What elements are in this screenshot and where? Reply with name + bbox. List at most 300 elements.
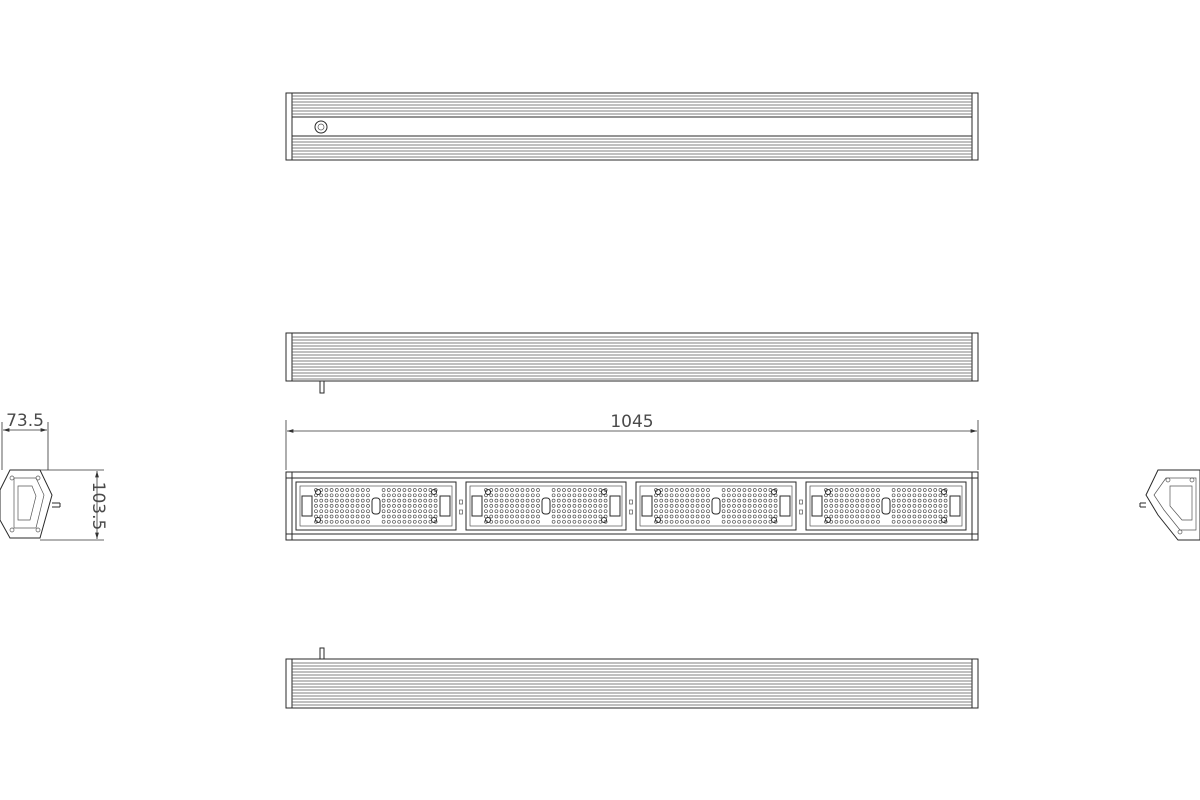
led-dot (335, 489, 338, 492)
led-dot (599, 494, 602, 497)
led-dot (408, 494, 411, 497)
led-dot (830, 515, 833, 518)
led-dot (325, 504, 328, 507)
led-dot (939, 510, 942, 513)
led-dot (403, 499, 406, 502)
led-dot (594, 489, 597, 492)
led-dot (774, 499, 777, 502)
led-dot (764, 510, 767, 513)
led-dot (424, 504, 427, 507)
led-dot (934, 499, 937, 502)
led-dot (861, 510, 864, 513)
led-dot (583, 520, 586, 523)
led-dot (398, 494, 401, 497)
led-dot (913, 489, 916, 492)
led-dot (563, 499, 566, 502)
led-dot (341, 499, 344, 502)
led-dot (861, 499, 864, 502)
led-dot (356, 499, 359, 502)
led-dot (675, 494, 678, 497)
led-dot (573, 494, 576, 497)
led-dot (578, 520, 581, 523)
led-dot (398, 489, 401, 492)
led-dot (743, 510, 746, 513)
height-dimension-label: 103.5 (88, 481, 108, 531)
led-dot (934, 520, 937, 523)
led-dot (346, 489, 349, 492)
top-view (286, 93, 978, 160)
led-dot (599, 510, 602, 513)
led-dot (835, 489, 838, 492)
led-dot (583, 515, 586, 518)
led-dot (516, 504, 519, 507)
led-dot (583, 494, 586, 497)
led-dot (733, 515, 736, 518)
led-dot (382, 504, 385, 507)
led-dot (594, 504, 597, 507)
led-dot (495, 520, 498, 523)
led-dot (840, 499, 843, 502)
led-dot (840, 520, 843, 523)
led-dot (516, 494, 519, 497)
led-dot (903, 499, 906, 502)
led-dot (660, 515, 663, 518)
led-dot (526, 520, 529, 523)
led-dot (918, 515, 921, 518)
led-dot (934, 489, 937, 492)
led-dot (655, 499, 658, 502)
led-dot (320, 504, 323, 507)
led-dot (330, 504, 333, 507)
led-dot (320, 494, 323, 497)
led-dot (861, 489, 864, 492)
led-dot (599, 515, 602, 518)
led-dot (707, 494, 710, 497)
led-dot (856, 504, 859, 507)
led-dot (500, 515, 503, 518)
led-dot (939, 515, 942, 518)
led-dot (727, 515, 730, 518)
led-dot (490, 515, 493, 518)
led-dot (701, 494, 704, 497)
led-dot (670, 489, 673, 492)
led-dot (361, 510, 364, 513)
led-dot (367, 504, 370, 507)
led-dot (341, 494, 344, 497)
led-dot (552, 515, 555, 518)
led-dot (511, 504, 514, 507)
led-dot (923, 510, 926, 513)
led-dot (722, 499, 725, 502)
led-dot (660, 494, 663, 497)
led-dot (403, 504, 406, 507)
led-dot (696, 504, 699, 507)
led-dot (526, 494, 529, 497)
led-dot (315, 504, 318, 507)
led-dot (557, 520, 560, 523)
led-dot (594, 494, 597, 497)
led-dot (516, 499, 519, 502)
led-dot (424, 499, 427, 502)
led-dot (413, 504, 416, 507)
led-dot (686, 504, 689, 507)
led-dot (753, 494, 756, 497)
length-dimension (286, 412, 978, 470)
led-dot (845, 504, 848, 507)
led-dot (748, 515, 751, 518)
led-dot (367, 520, 370, 523)
led-dot (681, 489, 684, 492)
led-dot (856, 494, 859, 497)
led-dot (531, 504, 534, 507)
right-end-view (1140, 470, 1200, 540)
led-dot (557, 504, 560, 507)
led-dot (531, 494, 534, 497)
led-dot (866, 489, 869, 492)
led-dot (341, 510, 344, 513)
led-dot (675, 515, 678, 518)
led-dot (583, 489, 586, 492)
led-dot (594, 499, 597, 502)
led-dot (691, 504, 694, 507)
led-dot (691, 499, 694, 502)
led-dot (387, 515, 390, 518)
led-dot (764, 504, 767, 507)
led-dot (568, 520, 571, 523)
led-dot (825, 510, 828, 513)
led-dot (866, 520, 869, 523)
led-dot (387, 510, 390, 513)
led-dot (918, 499, 921, 502)
led-dot (944, 504, 947, 507)
led-dot (398, 504, 401, 507)
led-dot (604, 510, 607, 513)
led-dot (825, 504, 828, 507)
led-dot (840, 489, 843, 492)
led-dot (892, 515, 895, 518)
led-dot (897, 494, 900, 497)
led-dot (944, 510, 947, 513)
led-dot (743, 499, 746, 502)
led-dot (335, 494, 338, 497)
led-dot (490, 504, 493, 507)
led-dot (675, 510, 678, 513)
led-dot (583, 499, 586, 502)
led-dot (701, 510, 704, 513)
led-dot (398, 515, 401, 518)
led-dot (505, 520, 508, 523)
led-dot (929, 489, 932, 492)
led-dot (408, 504, 411, 507)
led-dot (727, 494, 730, 497)
led-dot (563, 489, 566, 492)
led-dot (589, 494, 592, 497)
led-dot (367, 510, 370, 513)
led-dot (573, 504, 576, 507)
led-dot (419, 515, 422, 518)
led-dot (840, 504, 843, 507)
led-dot (351, 499, 354, 502)
led-dot (361, 494, 364, 497)
led-dot (774, 504, 777, 507)
led-dot (892, 489, 895, 492)
led-dot (835, 510, 838, 513)
led-dot (759, 515, 762, 518)
led-dot (707, 510, 710, 513)
led-dot (743, 504, 746, 507)
led-dot (320, 510, 323, 513)
led-dot (531, 515, 534, 518)
led-dot (840, 494, 843, 497)
led-dot (403, 510, 406, 513)
led-dot (325, 499, 328, 502)
led-dot (871, 510, 874, 513)
led-dot (738, 515, 741, 518)
led-dot (908, 504, 911, 507)
led-dot (552, 499, 555, 502)
led-dot (315, 499, 318, 502)
led-dot (382, 510, 385, 513)
led-dot (675, 499, 678, 502)
led-dot (696, 515, 699, 518)
led-dot (589, 499, 592, 502)
led-dot (557, 499, 560, 502)
led-dot (681, 520, 684, 523)
side-view-fins (292, 337, 972, 379)
led-dot (733, 494, 736, 497)
led-dot (897, 504, 900, 507)
led-dot (696, 499, 699, 502)
led-dot (918, 489, 921, 492)
led-dot (361, 489, 364, 492)
led-dot (511, 494, 514, 497)
cable-gland-icon (315, 121, 327, 133)
led-dot (330, 499, 333, 502)
led-dot (330, 510, 333, 513)
led-dot (913, 515, 916, 518)
led-dot (665, 515, 668, 518)
led-dot (913, 510, 916, 513)
led-dot (325, 520, 328, 523)
led-dot (923, 494, 926, 497)
led-dot (387, 520, 390, 523)
led-dot (939, 504, 942, 507)
led-dot (537, 494, 540, 497)
led-dot (500, 504, 503, 507)
length-dimension-label: 1045 (610, 412, 654, 432)
led-dot (351, 520, 354, 523)
led-dot (341, 504, 344, 507)
led-dot (696, 489, 699, 492)
led-dot (408, 510, 411, 513)
led-dot (341, 520, 344, 523)
led-dot (526, 489, 529, 492)
led-dot (419, 504, 422, 507)
led-dot (733, 520, 736, 523)
led-dot (563, 515, 566, 518)
led-dot (413, 494, 416, 497)
led-dot (393, 520, 396, 523)
led-dot (845, 520, 848, 523)
led-dot (877, 515, 880, 518)
led-dot (356, 515, 359, 518)
led-dot (913, 520, 916, 523)
led-dot (851, 504, 854, 507)
led-dot (424, 510, 427, 513)
led-dot (903, 494, 906, 497)
led-dot (701, 515, 704, 518)
led-dot (573, 489, 576, 492)
led-dot (701, 520, 704, 523)
led-dot (351, 504, 354, 507)
side-view-cable-stub (320, 381, 324, 393)
led-dot (923, 499, 926, 502)
led-dot (769, 494, 772, 497)
led-dot (686, 520, 689, 523)
led-dot (897, 499, 900, 502)
led-dot (892, 520, 895, 523)
led-dot (908, 520, 911, 523)
led-dot (335, 504, 338, 507)
led-dot (707, 520, 710, 523)
led-dot (738, 510, 741, 513)
led-dot (856, 515, 859, 518)
led-dot (743, 515, 746, 518)
led-dot (387, 504, 390, 507)
led-dot (516, 520, 519, 523)
led-dot (568, 504, 571, 507)
led-dot (675, 504, 678, 507)
led-dot (722, 510, 725, 513)
top-view-lower-fins (292, 139, 972, 157)
led-dot (495, 489, 498, 492)
led-dot (686, 499, 689, 502)
led-dot (856, 489, 859, 492)
led-dot (908, 499, 911, 502)
led-dot (505, 494, 508, 497)
led-dot (516, 510, 519, 513)
led-dot (356, 504, 359, 507)
led-dot (521, 520, 524, 523)
led-dot (722, 489, 725, 492)
led-dot (851, 510, 854, 513)
led-dot (722, 520, 725, 523)
led-dot (866, 494, 869, 497)
led-dot (490, 494, 493, 497)
led-dot (830, 499, 833, 502)
bottom-view-fins (292, 663, 972, 705)
led-dot (861, 520, 864, 523)
led-dot (351, 494, 354, 497)
led-dot (393, 510, 396, 513)
led-dot (903, 510, 906, 513)
led-dot (691, 515, 694, 518)
led-dot (681, 515, 684, 518)
led-module (466, 482, 626, 530)
led-dot (681, 504, 684, 507)
led-dot (701, 489, 704, 492)
led-dot (495, 504, 498, 507)
led-dot (686, 515, 689, 518)
top-view-upper-fins (292, 96, 972, 114)
led-dot (877, 489, 880, 492)
led-dot (738, 494, 741, 497)
led-dot (670, 499, 673, 502)
led-dot (367, 515, 370, 518)
led-dot (845, 515, 848, 518)
led-dot (505, 499, 508, 502)
led-dot (511, 515, 514, 518)
led-dot (346, 520, 349, 523)
led-dot (393, 499, 396, 502)
led-dot (325, 510, 328, 513)
led-dot (521, 515, 524, 518)
led-dot (840, 510, 843, 513)
led-dot (665, 494, 668, 497)
led-dot (670, 494, 673, 497)
led-dot (686, 489, 689, 492)
led-dot (341, 489, 344, 492)
led-dot (424, 520, 427, 523)
led-dot (903, 515, 906, 518)
led-dot (511, 520, 514, 523)
led-dot (691, 494, 694, 497)
led-dot (356, 510, 359, 513)
led-dot (403, 494, 406, 497)
led-dot (589, 510, 592, 513)
led-dot (408, 515, 411, 518)
led-dot (759, 520, 762, 523)
led-dot (707, 489, 710, 492)
led-dot (738, 499, 741, 502)
led-dot (691, 520, 694, 523)
led-dot (733, 489, 736, 492)
led-dot (733, 510, 736, 513)
led-dot (403, 515, 406, 518)
led-dot (573, 510, 576, 513)
led-dot (568, 494, 571, 497)
led-dot (578, 494, 581, 497)
led-dot (424, 515, 427, 518)
led-dot (583, 504, 586, 507)
led-dot (660, 510, 663, 513)
led-dot (877, 499, 880, 502)
led-dot (335, 515, 338, 518)
led-dot (743, 494, 746, 497)
led-dot (913, 494, 916, 497)
led-dot (325, 489, 328, 492)
led-dot (764, 499, 767, 502)
led-dot (500, 494, 503, 497)
led-dot (594, 515, 597, 518)
led-dot (871, 489, 874, 492)
led-dot (387, 489, 390, 492)
led-dot (856, 499, 859, 502)
led-dot (516, 489, 519, 492)
led-dot (320, 499, 323, 502)
led-dot (722, 494, 725, 497)
led-dot (866, 499, 869, 502)
led-dot (825, 499, 828, 502)
led-dot (871, 520, 874, 523)
left-end-view (0, 411, 108, 540)
led-dot (722, 504, 725, 507)
led-dot (563, 494, 566, 497)
led-dot (701, 499, 704, 502)
led-dot (516, 515, 519, 518)
led-dot (429, 494, 432, 497)
led-dot (563, 504, 566, 507)
